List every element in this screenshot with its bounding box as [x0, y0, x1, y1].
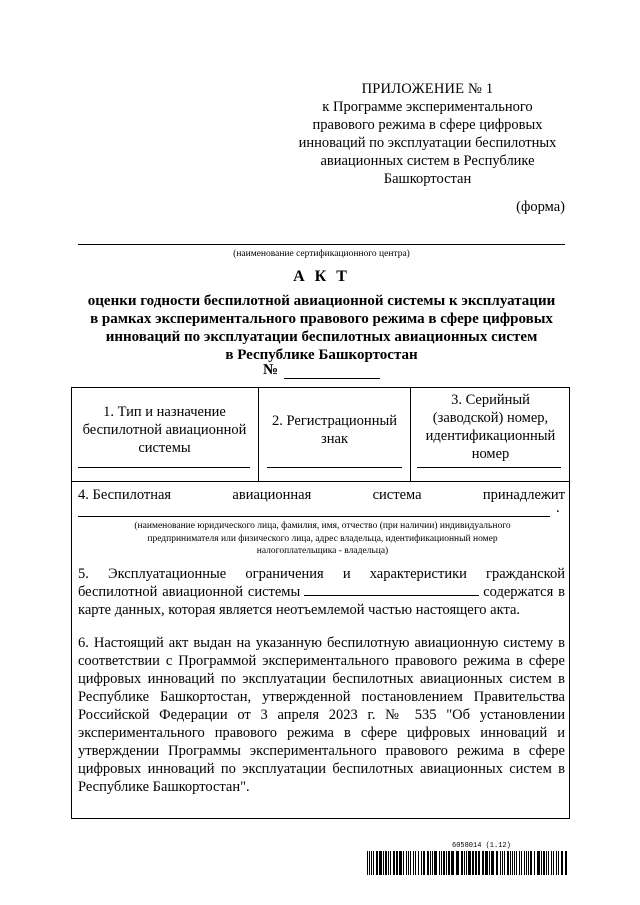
section-6: 6. Настоящий акт выдан на указанную беспилотную авиационную систему в соответствии с Программой экспериментального правового режима в сфере цифровых инноваций по эксплуатации беспилотных авиационных систем в Республике Башкортостан, утвержденной постановлением Правительства Российской Федерации от 3 апреля 2023 г. № 535 "Об установлении экспериментального правового режима в сфере цифровых инноваций и утверждении Программы экспериментального правового режима в сфере цифровых инноваций по эксплуатации беспилотных авиационных систем в Республике Башкортостан".: [78, 635, 565, 795]
appendix-line: авиационных систем в Республике: [320, 153, 535, 169]
cert-center-caption: (наименование сертификационного центра): [233, 249, 410, 259]
cell-text: идентификационный: [425, 428, 556, 444]
owner-caption: [80, 520, 565, 558]
owner-caption-line: налогоплательщика - владельца): [256, 546, 389, 556]
type-fill-line[interactable]: [78, 467, 250, 468]
section-4-word: авиационная: [232, 487, 312, 503]
table-cell-registration: [259, 387, 411, 481]
appendix-line: правового режима в сфере цифровых: [312, 117, 543, 133]
act-subtitle-line: в Республике Башкортостан: [225, 347, 418, 363]
section-4-word: 4. Беспилотная: [78, 487, 172, 503]
owner-caption-line: (наименование юридического лица, фамилия, имя, отчество (при наличии) индивидуального: [134, 521, 511, 531]
act-subtitle-line: инноваций по эксплуатации беспилотных авиационных систем: [105, 329, 538, 345]
act-number-blank[interactable]: [284, 363, 380, 379]
registration-fill-line[interactable]: [267, 467, 402, 468]
act-subtitle-line: в рамках экспериментального правового режима в сфере цифровых: [90, 311, 553, 327]
serial-fill-line[interactable]: [417, 467, 561, 468]
section-4: [78, 487, 565, 504]
cell-text: 2. Регистрационный: [272, 413, 397, 429]
section-4-word: система: [372, 487, 422, 503]
cell-text: 1. Тип и назначение: [103, 404, 226, 420]
cell-text: 3. Серийный: [451, 392, 530, 408]
section-4-end-punct: .: [556, 500, 560, 516]
table-cell-serial: [411, 387, 570, 481]
act-subtitle-line: оценки годности беспилотной авиационной системы к эксплуатации: [87, 293, 556, 309]
appendix-header: [290, 80, 565, 188]
table-header-row: [71, 387, 570, 482]
cell-text: номер: [471, 446, 510, 462]
section-5: [78, 565, 565, 619]
appendix-title: ПРИЛОЖЕНИЕ № 1: [361, 81, 494, 97]
owner-caption-line: предпринимателя или физического лица, адрес владельца, идентификационный номер: [147, 533, 498, 544]
cell-text: системы: [138, 440, 191, 456]
table-cell-type: [71, 387, 259, 481]
cell-text: беспилотной авиационной: [82, 422, 247, 438]
cell-text: (заводской) номер,: [432, 410, 549, 426]
form-label: (форма): [516, 199, 565, 215]
act-number-label: №: [262, 362, 279, 378]
act-subtitle: [78, 292, 565, 364]
appendix-line: Башкортостан: [383, 171, 472, 187]
act-title: А К Т: [293, 268, 350, 285]
barcode: [367, 851, 569, 875]
appendix-line: к Программе экспериментального: [322, 99, 533, 115]
appendix-line: инноваций по эксплуатации беспилотных: [298, 135, 557, 151]
cert-center-line: [78, 244, 565, 245]
section-4-word: принадлежит: [482, 487, 565, 503]
act-number: [78, 362, 565, 379]
characteristics-fill-line[interactable]: [304, 583, 479, 596]
section-5-text: 5. Эксплуатационные ограничения и характеристики гражданской беспилотной авиационной системы: [78, 566, 565, 600]
barcode-code: 6058014 (1.12): [452, 842, 511, 850]
owner-fill-line[interactable]: [78, 516, 550, 517]
cell-text: знак: [321, 431, 348, 447]
section-5-text: содержатся в карте данных, которая является неотъемлемой частью настоящего акта.: [78, 584, 565, 618]
